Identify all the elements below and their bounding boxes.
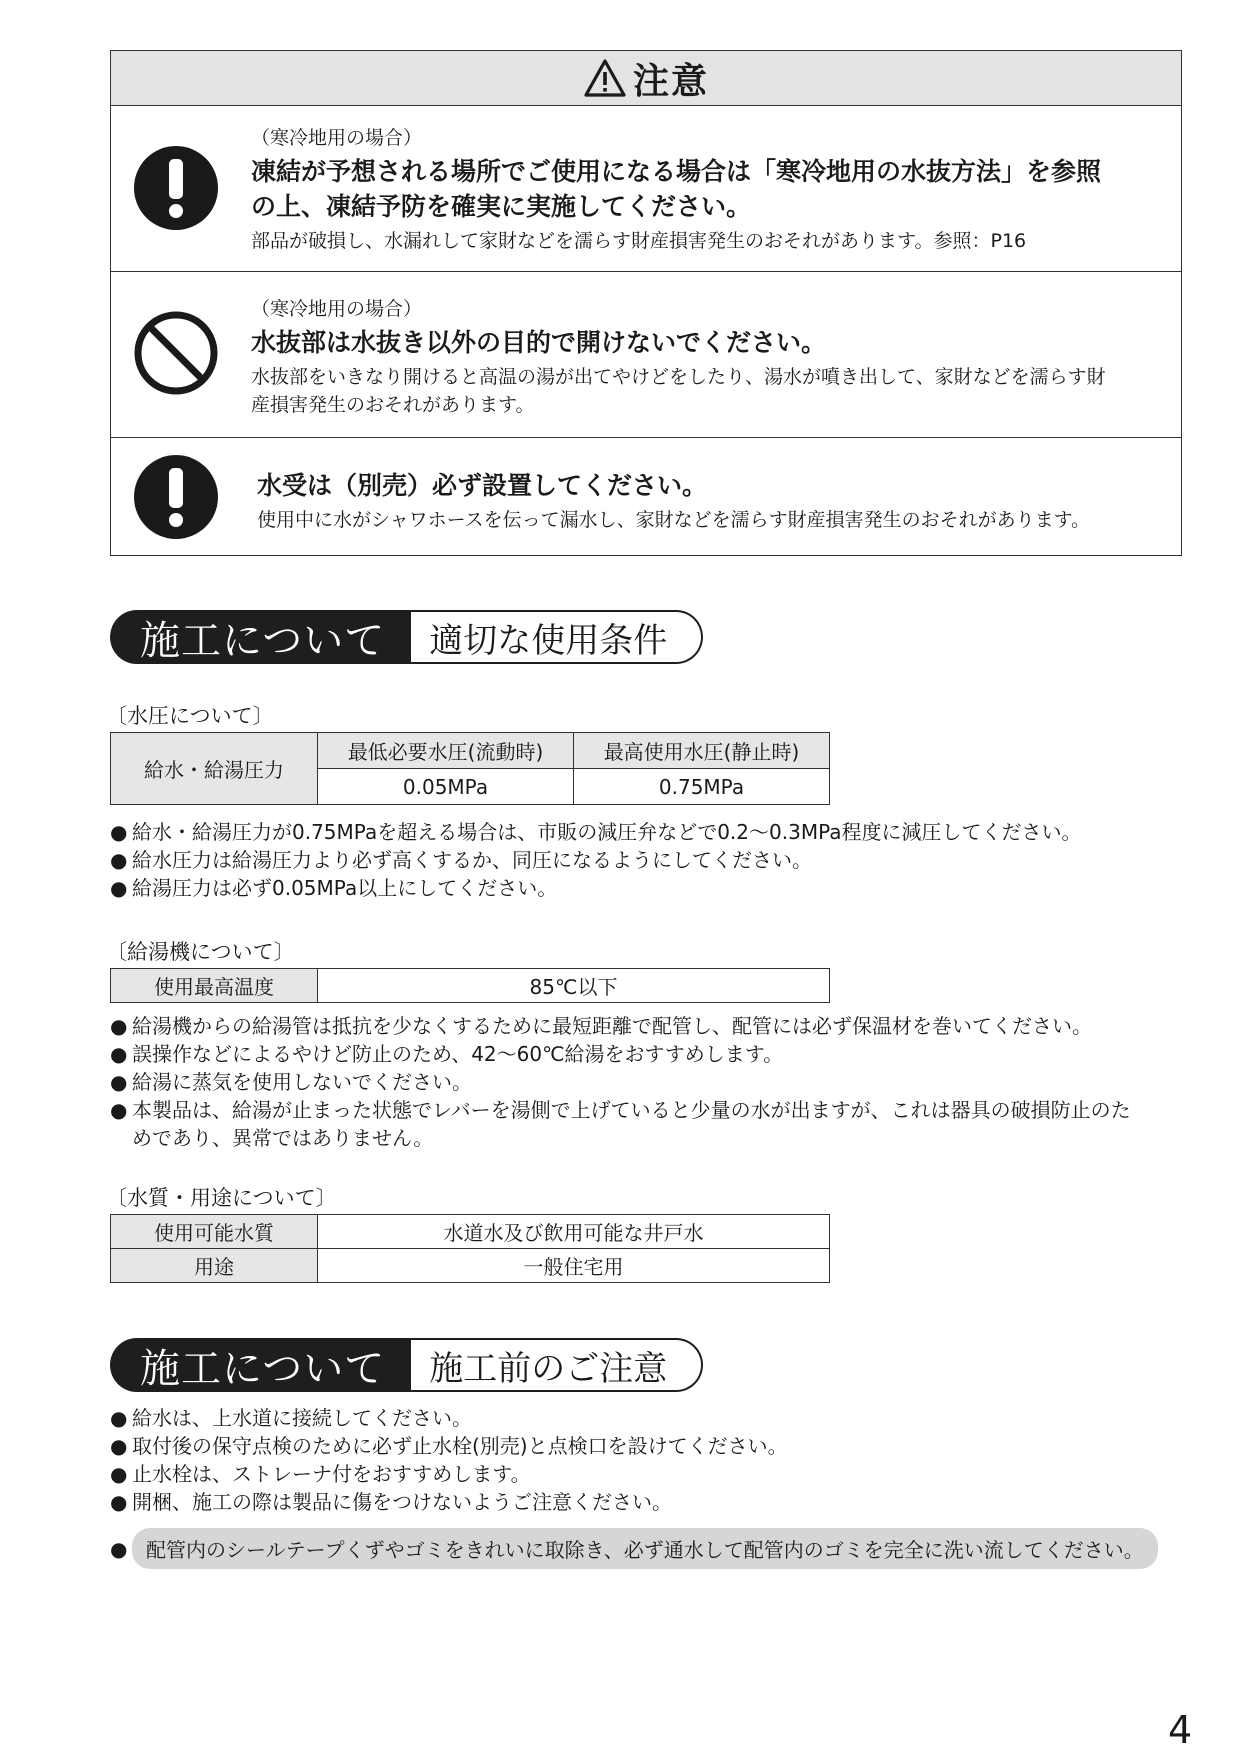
table-row-label: 用途 <box>111 1249 318 1283</box>
section-header-dark: 施工について <box>110 1338 411 1392</box>
caution-item-lead: 水抜部は水抜き以外の目的で開けないでください。 <box>251 328 827 357</box>
list-item: ● 開梱、施工の際は製品に傷をつけないようご注意ください。 <box>110 1488 1190 1516</box>
section-header-usage-conditions <box>110 610 703 664</box>
table-cell: 0.75MPa <box>574 769 830 805</box>
water-heater-heading: 〔給湯機について〕 <box>106 940 295 964</box>
water-pressure-heading: 〔水圧について〕 <box>106 704 274 728</box>
pre-installation-notes <box>110 1404 1190 1516</box>
section-header-pre-installation <box>110 1338 703 1392</box>
list-item: ● 誤操作などによるやけど防止のため、42～60℃給湯をおすすめします。 <box>110 1040 1140 1068</box>
list-item: ● 給湯に蒸気を使用しないでください。 <box>110 1068 1140 1096</box>
caution-item <box>111 105 1181 272</box>
section-header-light: 施工前のご注意 <box>411 1338 703 1392</box>
caution-item-lead: 水受は（別売）必ず設置してください。 <box>257 471 708 500</box>
highlighted-note-text: 配管内のシールテープくずやゴミをきれいに取除き、必ず通水して配管内のゴミを完全に洗い流してください。 <box>132 1528 1158 1569</box>
table-col-header: 最高使用水圧(静止時) <box>574 733 830 769</box>
highlighted-note <box>110 1528 1158 1569</box>
water-heater-notes <box>110 1012 1140 1152</box>
caution-item-desc: 部品が破損し、水漏れして家財などを濡らす財産損害発生のおそれがあります。参照：P16 <box>251 230 1027 252</box>
table-cell: 水道水及び飲用可能な井戸水 <box>318 1215 830 1249</box>
table-cell: 一般住宅用 <box>318 1249 830 1283</box>
table-col-header: 最低必要水圧(流動時) <box>318 733 574 769</box>
water-pressure-notes <box>110 818 1190 902</box>
exclamation-icon <box>133 145 219 231</box>
section-header-light: 適切な使用条件 <box>411 610 703 664</box>
list-item: ● 止水栓は、ストレーナ付をおすすめします。 <box>110 1460 1190 1488</box>
table-row-label: 給水・給湯圧力 <box>111 733 318 805</box>
water-pressure-table <box>110 732 830 805</box>
warning-triangle-icon <box>583 58 627 98</box>
water-quality-heading: 〔水質・用途について〕 <box>106 1186 337 1210</box>
list-item: ● 給水圧力は給湯圧力より必ず高くするか、同圧になるようにしてください。 <box>110 846 1190 874</box>
caution-item-desc: 使用中に水がシャワホースを伝って漏水し、家財などを濡らす財産損害発生のおそれがあります。 <box>257 509 1091 531</box>
water-quality-table <box>110 1214 830 1283</box>
prohibition-icon <box>133 310 219 396</box>
list-item: ● 本製品は、給湯が止まった状態でレバーを湯側で上げていると少量の水が出ますが、これは器具の破損防止のためであり、異常ではありません。 <box>110 1096 1132 1152</box>
caution-item-lead: 凍結が予想される場所でご使用になる場合は「寒冷地用の水抜方法」を参照の上、凍結予防を確実に実施してください。 <box>251 157 1102 221</box>
table-cell: 85℃以下 <box>318 969 830 1003</box>
caution-item-condition: （寒冷地用の場合） <box>251 127 423 149</box>
exclamation-icon <box>133 454 219 540</box>
list-item: ● 給湯機からの給湯管は抵抗を少なくするために最短距離で配管し、配管には必ず保温材を巻いてください。 <box>110 1012 1140 1040</box>
table-cell: 0.05MPa <box>318 769 574 805</box>
caution-title: 注意 <box>632 60 709 102</box>
caution-item <box>111 272 1181 438</box>
table-row-label: 使用可能水質 <box>111 1215 318 1249</box>
caution-item-condition: （寒冷地用の場合） <box>251 298 423 320</box>
list-item: ● 取付後の保守点検のために必ず止水栓(別売)と点検口を設けてください。 <box>110 1432 1190 1460</box>
water-heater-table <box>110 968 830 1003</box>
table-row-label: 使用最高温度 <box>111 969 318 1003</box>
bullet-icon: ● <box>110 1536 128 1561</box>
list-item: ● 給湯圧力は必ず0.05MPa以上にしてください。 <box>110 874 1190 902</box>
caution-header <box>111 51 1181 106</box>
caution-item-desc: 水抜部をいきなり開けると高温の湯が出てやけどをしたり、湯水が噴き出して、家財などを濡らす財産損害発生のおそれがあります。 <box>251 366 1106 416</box>
section-header-dark: 施工について <box>110 610 411 664</box>
list-item: ● 給水は、上水道に接続してください。 <box>110 1404 1190 1432</box>
caution-box <box>110 50 1182 556</box>
caution-item <box>111 438 1181 555</box>
list-item: ● 給水・給湯圧力が0.75MPaを超える場合は、市販の減圧弁などで0.2～0.3MPa程度に減圧してください。 <box>110 818 1190 846</box>
page-number: 4 <box>1168 1708 1193 1752</box>
